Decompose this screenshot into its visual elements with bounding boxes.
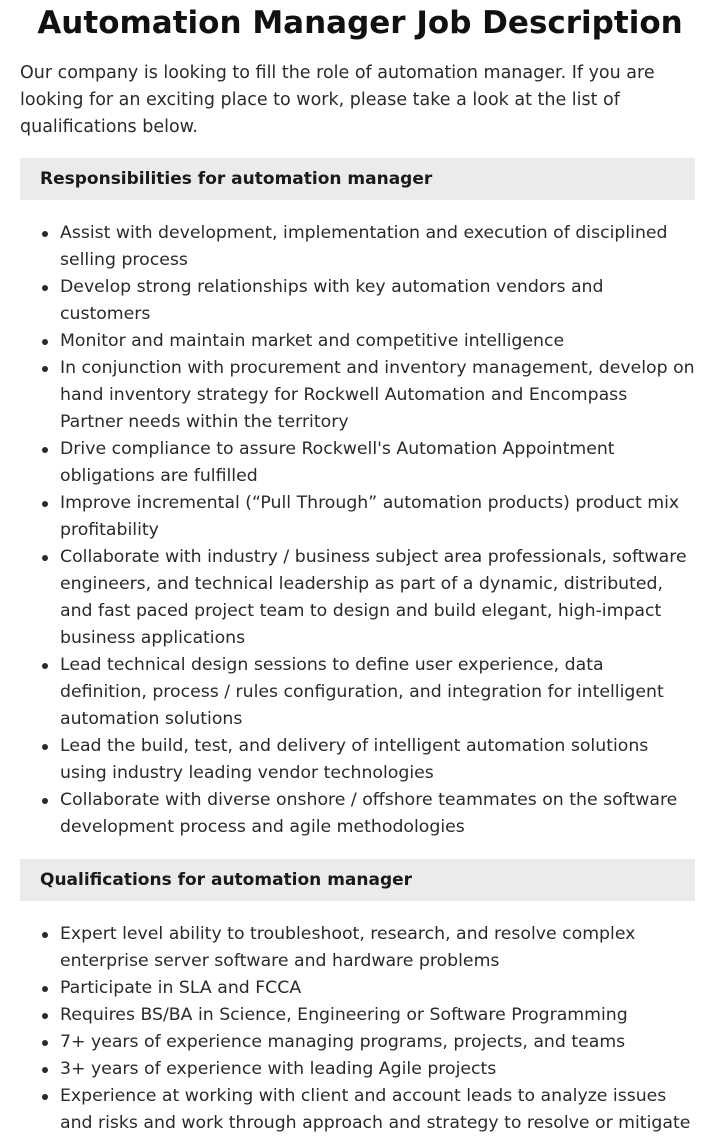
qualification-text: 3+ years of experience with leading Agile projects bbox=[60, 1059, 497, 1079]
bullet-icon bbox=[42, 663, 48, 669]
qualification-item bbox=[60, 921, 695, 975]
responsibility-item bbox=[60, 274, 695, 328]
responsibility-text: Improve incremental (“Pull Through” automation products) product mix profitability bbox=[60, 493, 680, 540]
responsibility-item bbox=[60, 220, 695, 274]
responsibility-text: Collaborate with diverse onshore / offshore teammates on the software development process and agile methodologies bbox=[60, 790, 678, 837]
page-title: Automation Manager Job Description bbox=[37, 5, 683, 41]
qualification-item bbox=[60, 1002, 695, 1029]
bullet-icon bbox=[42, 447, 48, 453]
bullet-icon bbox=[42, 798, 48, 804]
intro-paragraph: Our company is looking to fill the role of automation manager. If you are looking for an exciting place to work, please take a look at the list of qualifications below. bbox=[20, 63, 655, 137]
responsibility-item bbox=[60, 355, 695, 436]
responsibility-item bbox=[60, 328, 695, 355]
responsibility-text: Monitor and maintain market and competitive intelligence bbox=[60, 331, 565, 351]
responsibility-item bbox=[60, 733, 695, 787]
qualification-text: Expert level ability to troubleshoot, research, and resolve complex enterprise server software and hardware problems bbox=[60, 924, 636, 971]
responsibility-item bbox=[60, 652, 695, 733]
qualification-text: Participate in SLA and FCCA bbox=[60, 978, 302, 998]
bullet-icon bbox=[42, 366, 48, 372]
responsibility-text: Lead technical design sessions to define user experience, data definition, process / rules configuration, and integration for intelligent automation solutions bbox=[60, 655, 664, 729]
responsibility-text: Develop strong relationships with key automation vendors and customers bbox=[60, 277, 604, 324]
bullet-icon bbox=[42, 1067, 48, 1073]
qualification-text: Requires BS/BA in Science, Engineering or Software Programming bbox=[60, 1005, 628, 1025]
qualification-item bbox=[60, 1029, 695, 1056]
responsibility-item bbox=[60, 436, 695, 490]
responsibility-text: Drive compliance to assure Rockwell's Automation Appointment obligations are fulfilled bbox=[60, 439, 615, 486]
bullet-icon bbox=[42, 339, 48, 345]
responsibilities-list bbox=[20, 220, 695, 841]
qualification-item bbox=[60, 1056, 695, 1083]
responsibility-text: Collaborate with industry / business subject area professionals, software engineers, and technical leadership as part of a dynamic, distributed, and fast paced project team to design and build elegant, high-impact business applications bbox=[60, 547, 687, 648]
bullet-icon bbox=[42, 1040, 48, 1046]
responsibility-text: In conjunction with procurement and inventory management, develop on hand inventory strategy for Rockwell Automation and Encompass Partner needs within the territory bbox=[60, 358, 695, 432]
qualification-text: Experience at working with client and account leads to analyze issues and risks and work through approach and strategy to resolve or mitigate bbox=[60, 1086, 691, 1133]
responsibilities-header: Responsibilities for automation manager bbox=[20, 158, 695, 200]
bullet-icon bbox=[42, 986, 48, 992]
qualification-item bbox=[60, 1083, 695, 1137]
responsibility-item bbox=[60, 544, 695, 652]
responsibility-text: Lead the build, test, and delivery of intelligent automation solutions using industry leading vendor technologies bbox=[60, 736, 649, 783]
bullet-icon bbox=[42, 1094, 48, 1100]
bullet-icon bbox=[42, 932, 48, 938]
bullet-icon bbox=[42, 501, 48, 507]
bullet-icon bbox=[42, 285, 48, 291]
qualification-item bbox=[60, 975, 695, 1002]
responsibility-text: Assist with development, implementation and execution of disciplined selling process bbox=[60, 223, 668, 270]
bullet-icon bbox=[42, 231, 48, 237]
qualifications-list bbox=[20, 921, 695, 1137]
bullet-icon bbox=[42, 1013, 48, 1019]
qualifications-header: Qualifications for automation manager bbox=[20, 859, 695, 901]
responsibility-item bbox=[60, 490, 695, 544]
qualification-text: 7+ years of experience managing programs, projects, and teams bbox=[60, 1032, 626, 1052]
bullet-icon bbox=[42, 555, 48, 561]
responsibility-item bbox=[60, 787, 695, 841]
bullet-icon bbox=[42, 744, 48, 750]
